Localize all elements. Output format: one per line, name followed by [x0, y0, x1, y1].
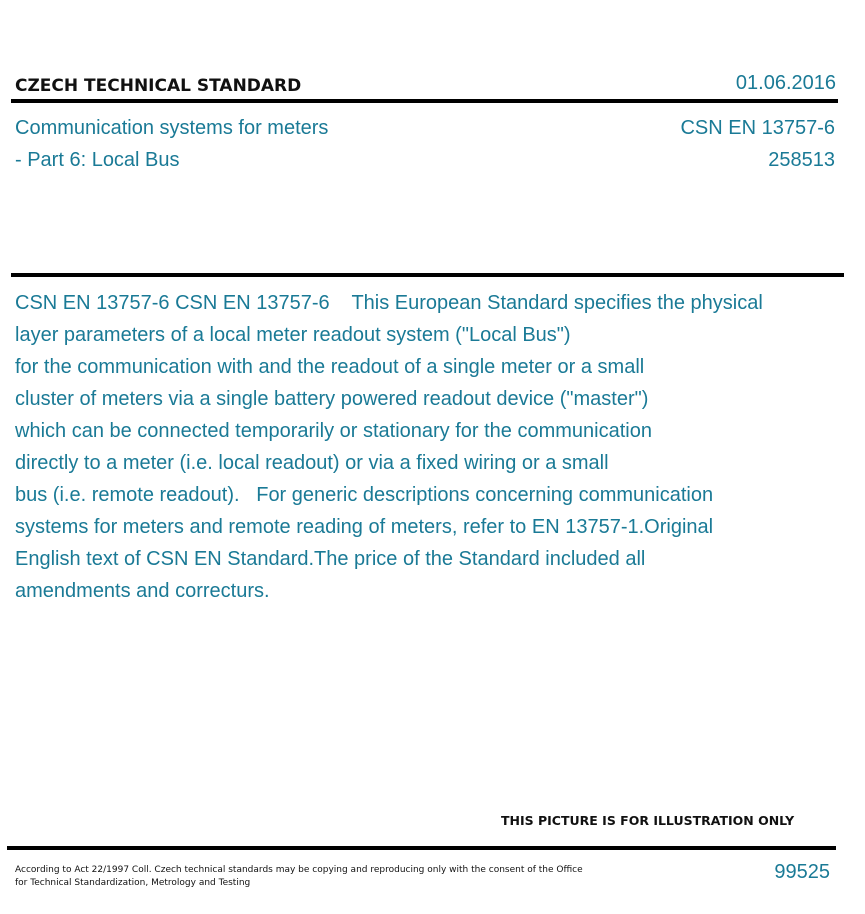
footer-divider [7, 846, 836, 850]
catalog-number: 258513 [768, 149, 835, 171]
abstract-line: CSN EN 13757-6 CSN EN 13757-6 This European Standard specifies the physical [15, 292, 763, 314]
publication-date: 01.06.2016 [735, 72, 836, 94]
abstract-line: cluster of meters via a single battery powered readout device ("master") [15, 388, 649, 410]
standard-code: CSN EN 13757-6 [680, 117, 835, 139]
header-divider [11, 99, 838, 103]
abstract-line: bus (i.e. remote readout). For generic descriptions concerning communication [15, 484, 714, 506]
document-title-line-2: - Part 6: Local Bus [15, 149, 180, 171]
abstract-text [15, 287, 830, 607]
legal-notice [15, 864, 595, 890]
abstract-line: English text of CSN EN Standard.The price of the Standard included all [15, 548, 646, 570]
section-divider [11, 273, 844, 277]
abstract-line: systems for meters and remote reading of meters, refer to EN 13757-1.Original [15, 516, 714, 538]
legal-notice-line: for Technical Standardization, Metrology and Testing [15, 878, 251, 888]
abstract-line: which can be connected temporarily or stationary for the communication [15, 420, 652, 442]
abstract-line: layer parameters of a local meter readout system ("Local Bus") [15, 324, 571, 346]
legal-notice-line: According to Act 22/1997 Coll. Czech technical standards may be copying and reproducing only with the consent of the Office [15, 865, 583, 875]
abstract-line: for the communication with and the readout of a single meter or a small [15, 356, 645, 378]
document-title-line-1: Communication systems for meters [15, 117, 329, 139]
illustration-note: THIS PICTURE IS FOR ILLUSTRATION ONLY [501, 813, 795, 828]
standard-type-label: CZECH TECHNICAL STANDARD [15, 76, 302, 96]
abstract-line: amendments and correcturs. [15, 580, 270, 602]
abstract-line: directly to a meter (i.e. local readout) or via a fixed wiring or a small [15, 452, 609, 474]
page-identifier: 99525 [774, 861, 830, 883]
